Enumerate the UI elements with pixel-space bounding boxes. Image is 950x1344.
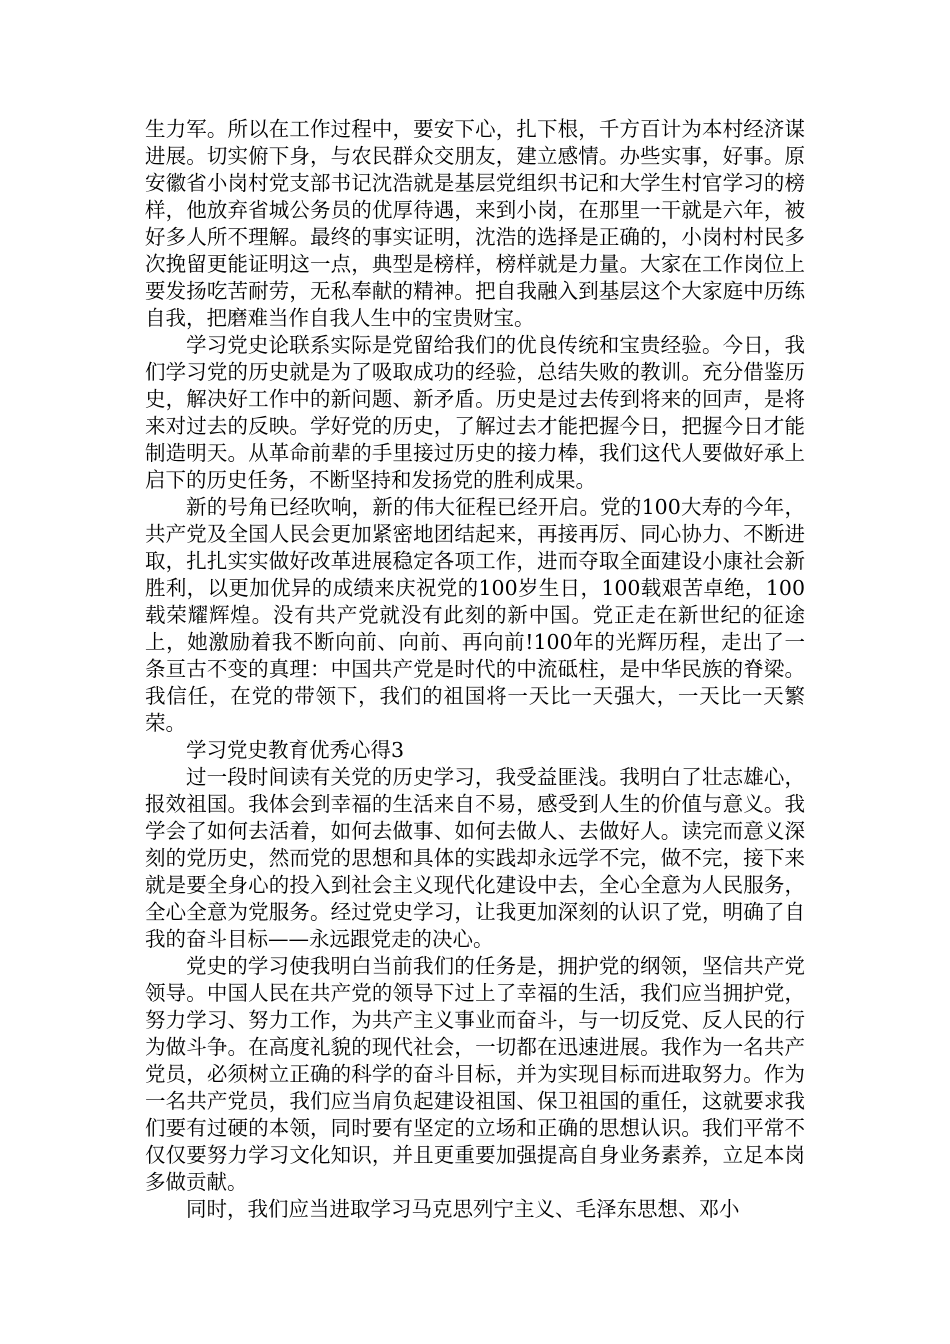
paragraph-reading-history: 过一段时间读有关党的历史学习，我受益匪浅。我明白了壮志雄心，报效祖国。我体会到幸福的生活来自不易，感受到人生的价值与意义。我学会了如何去活着，如何去做事、如何去做人、去做好人。读完而意义深刻的党历史，然而党的思想和具体的实践却永远学不完，做不完，接下来就是要全身心的投入到社会主义现代化建设中去，全心全意为人民服务，全心全意为党服务。经过党史学习，让我更加深刻的认识了党，明确了自我的奋斗目标——永远跟党走的决心。: [145, 765, 805, 951]
paragraph-continuation: 生力军。所以在工作过程中，要安下心，扎下根，千方百计为本村经济谋进展。切实俯下身，与农民群众交朋友，建立感情。办些实事，好事。原安徽省小岗村党支部书记沈浩就是基层党组织书记和大学生村官学习的榜样，他放弃省城公务员的优厚待遇，来到小岗，在那里一干就是六年，被好多人所不理解。最终的事实证明，沈浩的选择是正确的，小岗村村民多次挽留更能证明这一点，典型是榜样，榜样就是力量。大家在工作岗位上要发扬吃苦耐劳，无私奉献的精神。把自我融入到基层这个大家庭中历练自我，把磨难当作自我人生中的宝贵财宝。: [145, 117, 805, 330]
document-page: [145, 116, 805, 1223]
paragraph-current-tasks: 党史的学习使我明白当前我们的任务是，拥护党的纲领，坚信共产党领导。中国人民在共产党的领导下过上了幸福的生活，我们应当拥护党，努力学习、努力工作，为共产主义事业而奋斗，与一切反党、反人民的行为做斗争。在高度礼貌的现代社会，一切都在迅速进展。我作为一名共产党员，必须树立正确的科学的奋斗目标，并为实现目标而进取努力。作为一名共产党员，我们应当肩负起建设祖国、保卫祖国的重任，这就要求我们要有过硬的本领，同时要有坚定的立场和正确的思想认识。我们平常不仅仅要努力学习文化知识，并且更重要加强提高自身业务素养，立足本岗多做贡献。: [145, 954, 805, 1194]
section-heading: 学习党史教育优秀心得3: [186, 738, 405, 762]
paragraph-study-theory: 同时，我们应当进取学习马克思列宁主义、毛泽东思想、邓小: [186, 1197, 740, 1221]
paragraph-new-journey: 新的号角已经吹响，新的伟大征程已经开启。党的100大寿的今年，共产党及全国人民会更加紧密地团结起来，再接再厉、同心协力、不断进取，扎扎实实做好改革进展稳定各项工作，进而夺取全面建设小康社会新胜利，以更加优异的成绩来庆祝党的100岁生日，100载艰苦卓绝，100载荣耀辉煌。没有共产党就没有此刻的新中国。党正走在新世纪的征途上，她激励着我不断向前、向前、再向前!100年的光辉历程，走出了一条亘古不变的真理：中国共产党是时代的中流砥柱，是中华民族的脊梁。我信任，在党的带领下，我们的祖国将一天比一天强大，一天比一天繁荣。: [145, 495, 805, 735]
paragraph-party-history-practice: 学习党史论联系实际是党留给我们的优良传统和宝贵经验。今日，我们学习党的历史就是为了吸取成功的经验，总结失败的教训。充分借鉴历史，解决好工作中的新问题、新矛盾。历史是过去传到将来的回声，是将来对过去的反映。学好党的历史，了解过去才能把握今日，把握今日才能制造明天。从革命前辈的手里接过历史的接力棒，我们这代人要做好承上启下的历史任务，不断坚持和发扬党的胜利成果。: [145, 333, 805, 492]
